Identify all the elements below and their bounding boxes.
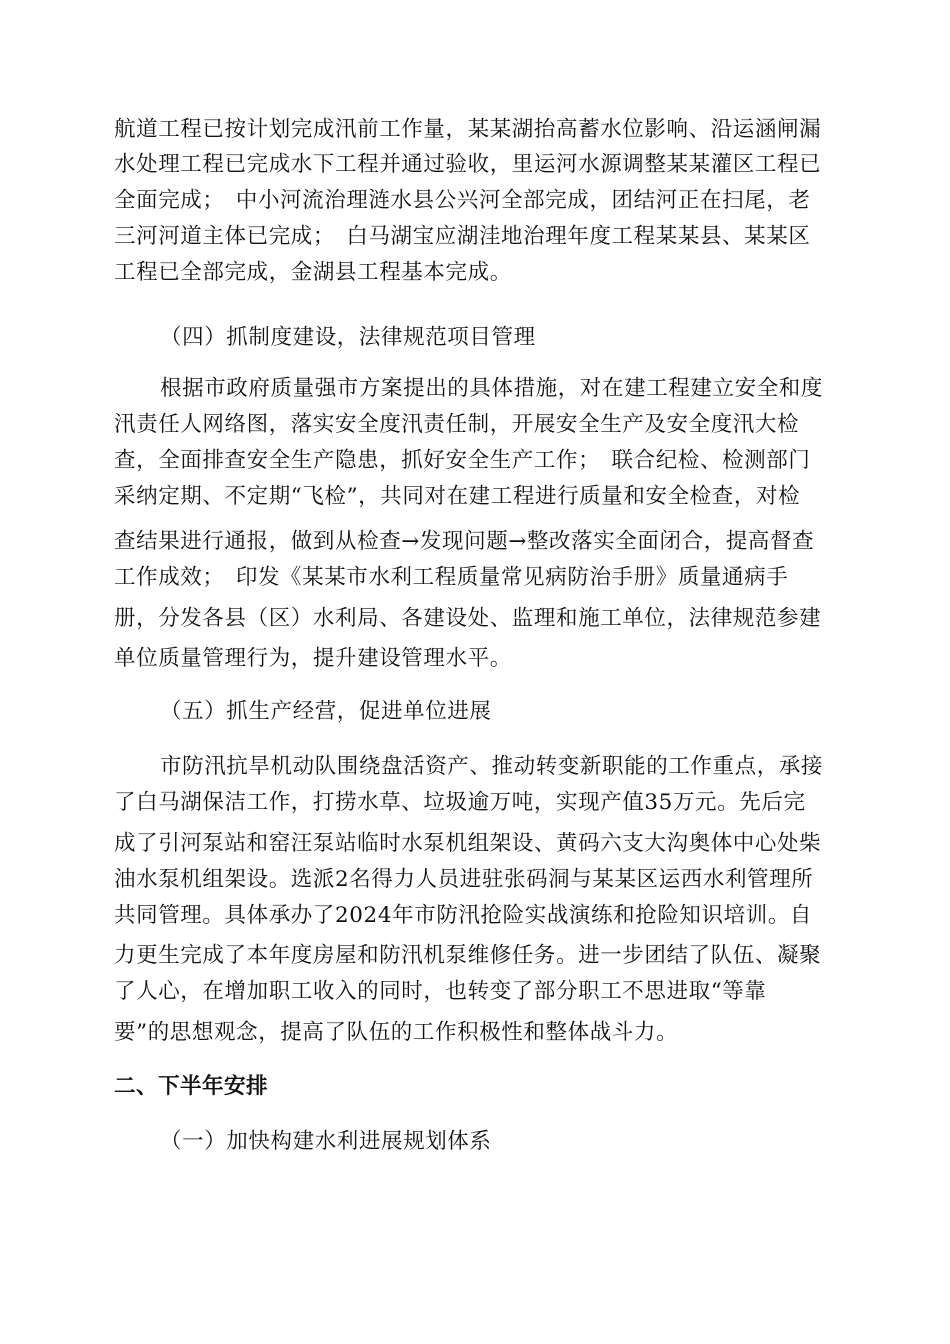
text-line: 水处理工程已完成水下工程并通过验收，里运河水源调整某某灌区工程已	[114, 152, 822, 177]
text-line: 工作成效； 印发《某某市水利工程质量常见病防治手册》质量通病手	[114, 565, 789, 590]
text-line: 力更生完成了本年度房屋和防汛机泵维修任务。进一步团结了队伍、凝聚	[114, 943, 822, 968]
text-line: 了人心，在增加职工收入的同时，也转变了部分职工不思进取“等靠	[114, 979, 767, 1004]
text-line: 成了引河泵站和窑汪泵站临时水泵机组架设、黄码六支大沟奥体中心处柴	[114, 831, 822, 856]
text-line: 查结果进行通报，做到从检查→发现问题→整改落实全面闭合，提高督查	[114, 529, 815, 554]
text-line: 市防汛抗旱机动队围绕盘活资产、推动转变新职能的工作重点，承接	[160, 754, 824, 779]
text-line: 单位质量管理行为，提升建设管理水平。	[114, 646, 512, 671]
text-line: 册，分发各县（区）水利局、各建设处、监理和施工单位，法律规范参建	[114, 606, 822, 631]
section-subheading: （五）抓生产经营，促进单位进展	[160, 699, 492, 724]
section-subheading: （一）加快构建水利进展规划体系	[160, 1129, 492, 1154]
text-line: 要”的思想观念，提高了队伍的工作积极性和整体战斗力。	[114, 1020, 679, 1045]
text-line: 采纳定期、不定期“飞检”，共同对在建工程进行质量和安全检查，对检	[114, 484, 801, 509]
section-heading: 二、下半年安排	[114, 1074, 269, 1099]
section-subheading: （四）抓制度建设，法律规范项目管理	[160, 325, 536, 350]
text-line: 油水泵机组架设。选派2名得力人员进驻张码洞与某某区运西水利管理所	[114, 867, 814, 892]
text-line: 根据市政府质量强市方案提出的具体措施，对在建工程建立安全和度	[160, 376, 824, 401]
text-line: 共同管理。具体承办了2024年市防汛抢险实战演练和抢险知识培训。自	[114, 903, 813, 928]
text-line: 航道工程已按计划完成汛前工作量，某某湖抬高蓄水位影响、沿运涵闸漏	[114, 117, 822, 142]
text-line: 工程已全部完成，金湖县工程基本完成。	[114, 260, 512, 285]
text-line: 汛责任人网络图，落实安全度汛责任制，开展安全生产及安全度汛大检	[114, 412, 800, 437]
text-line: 查，全面排查安全生产隐患，抓好安全生产工作； 联合纪检、检测部门	[114, 448, 811, 473]
text-line: 三河河道主体已完成； 白马湖宝应湖洼地治理年度工程某某县、某某区	[114, 224, 811, 249]
text-line: 了白马湖保洁工作，打捞水草、垃圾逾万吨，实现产值35万元。先后完	[114, 790, 806, 815]
text-line: 全面完成； 中小河流治理涟水县公兴河全部完成，团结河正在扫尾，老	[114, 188, 811, 213]
